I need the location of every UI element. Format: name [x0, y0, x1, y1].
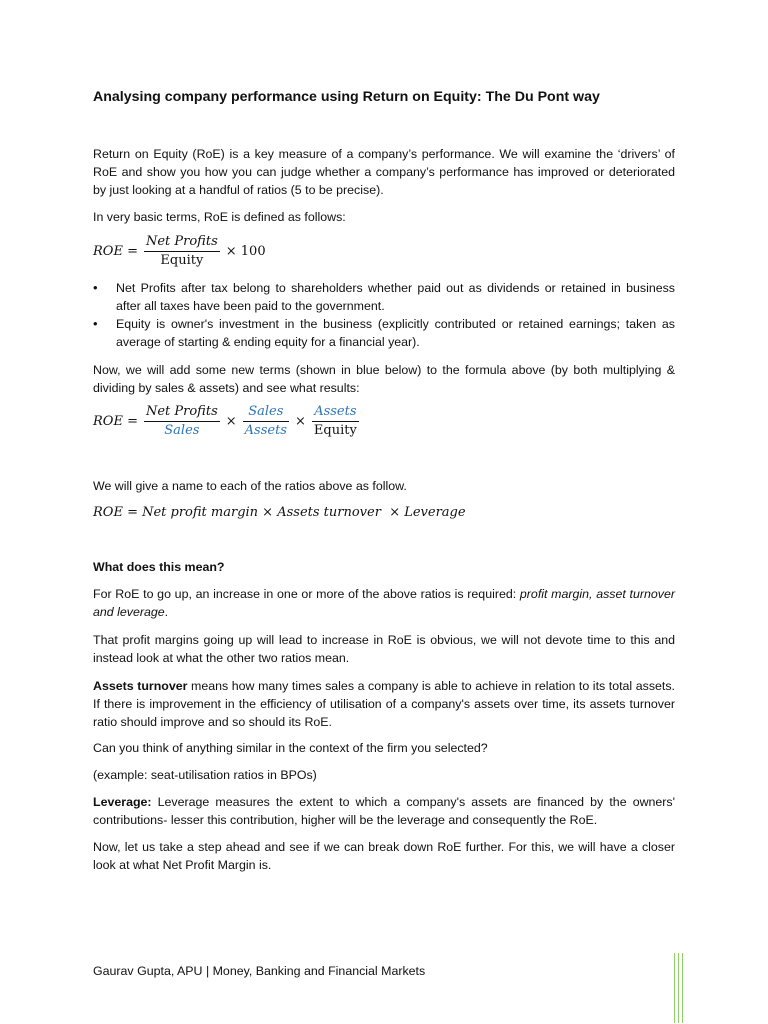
roe-formula-expanded — [93, 403, 675, 440]
formula2-fraction-profit — [144, 403, 220, 440]
basic-terms-text: In very basic terms, RoE is defined as follows: — [93, 210, 346, 224]
step-ahead-paragraph — [93, 838, 675, 874]
formula2-f2-numerator: Sales — [243, 403, 289, 422]
step-ahead-text: Now, let us take a step ahead and see if we can break down RoE further. For this, we will have a closer look at what Net Profit Margin is. — [93, 840, 675, 872]
similar-question: Can you think of anything similar in the context of the firm you selected? — [93, 741, 488, 755]
formula1-times: × 100 — [225, 243, 266, 259]
footer-rule-2 — [678, 953, 679, 1023]
footer-rule-1 — [674, 953, 675, 1023]
page-title: Analysing company performance using Return on Equity: The Du Pont way — [93, 89, 600, 105]
roe-formula-basic — [93, 233, 675, 270]
formula2-fraction-assets — [312, 403, 359, 440]
leverage-paragraph — [93, 793, 675, 829]
formula2-f1-denominator: Sales — [164, 423, 200, 438]
intro-text: Return on Equity (RoE) is a key measure of a company’s performance. We will examine the ‘drivers’ of RoE and show you how you can judge whether a company’s performance has improved or deteriorated by just looking at a handful of ratios (5 to be precise). — [93, 147, 675, 197]
assets-turnover-text: means how many times sales a company is able to achieve in relation to its total assets. If there is improvement in the efficiency of utilisation of a company's assets over time, its assets turnover ratio should improve and so should its RoE. — [93, 679, 675, 729]
give-name-paragraph — [93, 477, 675, 495]
leverage-text: Leverage measures the extent to which a company's assets are financed by the owners' contributions- lesser this contribution, higher will be the leverage and consequently the RoE. — [93, 795, 675, 827]
assets-turnover-label: Assets turnover — [93, 679, 188, 693]
formula1-fraction — [144, 233, 220, 270]
bullet-equity: • Equity is owner's investment in the business (explicitly contributed or retained earnings; taken as average of starting & ending equity for a financial year). — [93, 315, 675, 351]
formula2-times-1: × — [225, 413, 237, 429]
formula2-lhs: ROE = — [93, 413, 138, 429]
formula1-lhs: ROE = — [93, 243, 138, 259]
profit-margin-paragraph — [93, 631, 675, 667]
bullet-net-profits: • Net Profits after tax belong to shareholders whether paid out as dividends or retained in business after all taxes have been paid to the government. — [93, 279, 675, 315]
footer-rule-3 — [682, 953, 683, 1023]
assets-turnover-paragraph — [93, 677, 675, 731]
formula2-f3-numerator: Assets — [312, 403, 359, 422]
formula2-f1-numerator: Net Profits — [144, 403, 220, 422]
roe-up-end: . — [164, 605, 169, 619]
roe-up-text: For RoE to go up, an increase in one or more of the above ratios is required: — [93, 587, 520, 601]
formula1-denominator: Equity — [160, 253, 204, 268]
new-terms-text: Now, we will add some new terms (shown in blue below) to the formula above (by both multiplying & dividing by sales & assets) and see what results: — [93, 363, 675, 395]
roe-up-ratios: profit margin, asset turnover and leverage — [93, 587, 675, 619]
roe-formula-named: ROE = Net profit margin × Assets turnover × Leverage — [93, 505, 466, 520]
new-terms-paragraph — [93, 361, 675, 397]
formula2-f3-denominator: Equity — [313, 423, 357, 438]
roe-up-paragraph — [93, 585, 675, 621]
page-footer: Gaurav Gupta, APU | Money, Banking and Financial Markets — [93, 964, 426, 978]
example-text: (example: seat-utilisation ratios in BPOs) — [93, 768, 317, 782]
intro-paragraph — [93, 145, 675, 199]
leverage-label: Leverage: — [93, 795, 152, 809]
formula2-times-2: × — [294, 413, 306, 429]
definitions-list — [93, 279, 675, 351]
give-name-text: We will give a name to each of the ratios above as follow. — [93, 479, 407, 493]
basic-terms-block — [93, 208, 675, 226]
formula2-fraction-sales — [243, 403, 289, 440]
formula2-f2-denominator: Assets — [244, 423, 287, 438]
formula1-numerator: Net Profits — [144, 233, 220, 252]
profit-margin-text: That profit margins going up will lead to increase in RoE is obvious, we will not devote time to this and instead look at what the other two ratios mean. — [93, 633, 675, 665]
heading-what-does-this-mean: What does this mean? — [93, 560, 225, 574]
